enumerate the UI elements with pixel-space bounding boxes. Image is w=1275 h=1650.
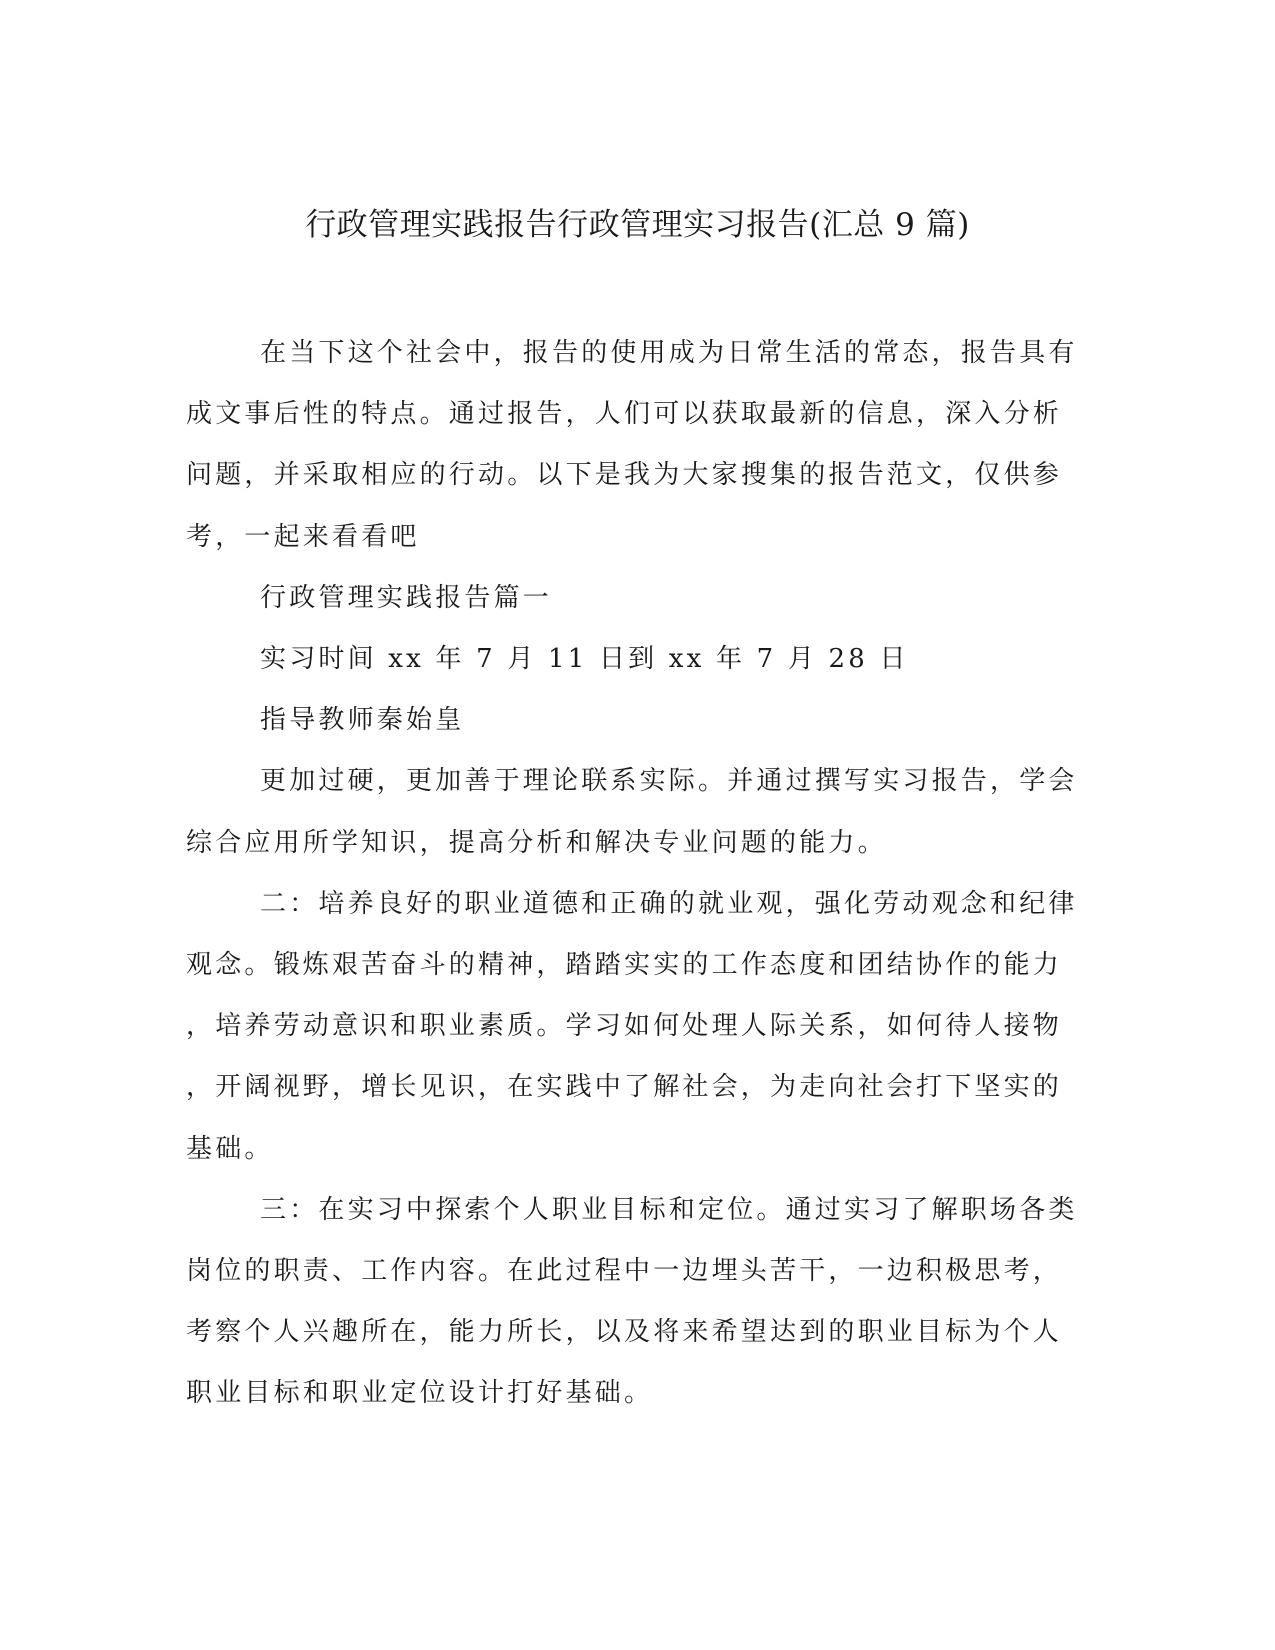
paragraph-line: 观念。锻炼艰苦奋斗的精神，踏踏实实的工作态度和团结协作的能力 — [186, 950, 1063, 981]
body-paragraph — [186, 1180, 1081, 1425]
document-body — [186, 323, 1081, 1425]
paragraph-line: 基础。 — [186, 1133, 274, 1164]
paragraph-line: 指导教师秦始皇 — [260, 705, 465, 736]
paragraph-line: 在当下这个社会中，报告的使用成为日常生活的常态，报告具有 — [260, 338, 1078, 368]
paragraph-line: 考察个人兴趣所在，能力所长，以及将来希望达到的职业目标为个人 — [186, 1317, 1063, 1348]
paragraph-line: 综合应用所学知识，提高分析和解决专业问题的能力。 — [186, 827, 887, 858]
supervisor-line — [186, 690, 1081, 751]
paragraph-line: 职业目标和职业定位设计打好基础。 — [186, 1378, 654, 1409]
paragraph-line: 更加过硬，更加善于理论联系实际。并通过撰写实习报告，学会 — [260, 766, 1078, 797]
paragraph-line: 三：在实习中探索个人职业目标和定位。通过实习了解职场各类 — [260, 1194, 1078, 1225]
paragraph-line: ，开阔视野，增长见识，在实践中了解社会，为走向社会打下坚实的 — [186, 1072, 1063, 1103]
paragraph-line: 问题，并采取相应的行动。以下是我为大家搜集的报告范文，仅供参 — [186, 460, 1063, 491]
intro-paragraph — [186, 323, 1081, 568]
internship-period — [186, 629, 1081, 690]
paragraph-line: 行政管理实践报告篇一 — [260, 582, 553, 613]
document-title: 行政管理实践报告行政管理实习报告(汇总 9 篇) — [305, 207, 970, 243]
paragraph-line: 考，一起来看看吧 — [186, 521, 420, 552]
section-heading — [186, 568, 1081, 629]
paragraph-line: ，培养劳动意识和职业素质。学习如何处理人际关系，如何待人接物 — [186, 1011, 1063, 1042]
paragraph-line: 实习时间 xx 年 7 月 11 日到 xx 年 7 月 28 日 — [260, 644, 909, 675]
body-paragraph — [186, 874, 1081, 1180]
paragraph-line: 二：培养良好的职业道德和正确的就业观，强化劳动观念和纪律 — [260, 888, 1078, 919]
body-paragraph — [186, 751, 1081, 873]
paragraph-line: 岗位的职责、工作内容。在此过程中一边埋头苦干，一边积极思考， — [186, 1256, 1063, 1287]
paragraph-line: 成文事后性的特点。通过报告，人们可以获取最新的信息，深入分析 — [186, 399, 1063, 430]
